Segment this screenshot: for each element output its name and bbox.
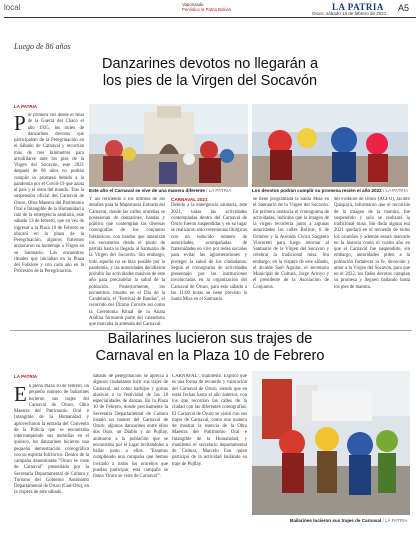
story1-kicker: Luego de 86 años	[14, 42, 71, 51]
caption2-credit: / LA PATRIA	[382, 188, 409, 193]
story2-col3-text: CARNAVAL", manifestó. Explicó que es una forma de recuerdo y valoración del Carnaval de Oruro, siendo que en estas fechas hasta el año anterior, con los que recorrían las calles de la ciudad con las diferentes coreografías. El Carnaval de Oruro se vistió con sus trajes de Carnaval, como una manera de mostrar la esencia de la Obra Maestra del Patrimonio Oral e Intangible de la Humanidad, y manifestó el secretario departamental de Cultura, Marcelo Fan quien participó de la actividad bailando su traje de Pujllay.	[172, 374, 247, 467]
story1-caption-2	[252, 188, 414, 193]
story1-col1-text: or primera vez desde el final de la Guerra del Chaco el año 1935, los miles de danzarines devotos que participaban de la Peregrinación en el Sábado de Carnaval y recorrían más de tres kilómetros para arrodillarse ante los pies de la Virgen del Socavón, este 2021 después de 86 años no podrán cumplir su promesa debido a la pandemia por el Covid-19 que azota al país y el resto del mundo. Tras la suspensión oficial del Carnaval de Oruro, Obra Maestra del Patrimonio Oral e Intangible de la Humanidad a raíz de la emergencia sanitaria, este sábado 13 de febrero, que en vez de ingresar a la Plaza 10 de Febrero se ubicará en la plaza de la Peregrinación, algunos fraternos arrancaron su homenaje a Virgen en su Santuario. Los encuentros rituales que iniciaban en la Plaza del Folklore y con cada año en la Procesión de la Peregrinación.	[14, 113, 84, 275]
page-number: A5	[398, 3, 410, 13]
story1-col4-text: se tiene programada la Santa Misa en el Santuario de la Virgen del Socavón. En primera instancia el cronograma de actividades, indicaba que la imagen de la virgen recorrería junto a algunas autoridades las calles Bolívar, 6 de Octubre y la Avenida Cívica Sargento Vinceretti para luego retornar al Santuario de la Virgen del Socavón y celebrar la tradicional misa. Sin embargo, en la víspera de este sábado, el alcalde Saúl Aguilar, el secretario Municipal de Cultura, Jorge Arroyo y el presidente de la Asociación de Conjuntos.	[253, 197, 329, 290]
story1-source-tag: LA PATRIA	[14, 104, 38, 109]
story1-column-2	[89, 197, 165, 327]
caption1-credit: / LA PATRIA	[206, 188, 232, 193]
header-divider	[4, 17, 416, 18]
story1-column-3	[171, 197, 247, 327]
story1-dropcap: P	[14, 113, 26, 135]
story2-col2-text: sábado de peregrinación se aprecia a algunos ciudadanos lucir sus trajes de Carnaval, así como barbijos y gorras alusivas a la festividad de los 18 especialidades de danzas. En la Plaza 10 de Febrero, donde precisamente la Secretaría Departamental de Cultura instaló un banner del Carnaval de Oruro, algunos danzarines entre ellos dos Osos, un Diablo y un Pujllay, animaron a la población que se encontraba por el lugar invitándoles a bailar junto a ellos. "Estamos cumpliendo una campaña que hemos invitado a todos los orureños que puedan participar, esta campaña se llama 'Oruro se viste de Carnaval'".	[93, 374, 168, 479]
story2-headline	[0, 331, 420, 365]
story2-col1-text: n plena Plaza 10 de febrero, un pequeño número de bailarines lucieron sus trajes del Carnaval de Oruro, Obra Maestra del Patrimonio Oral e Intangible de la Humanidad y aprovecharon la entrada del Convento de la Policía que se encontraba interrumpiendo sus melodías en el quiosco, los danzarines hicieron una pequeña demostración coreográfica con su espíritu folclórico. Dentro de la campaña denominada "Oruro se viste de Carnaval" presentada por la Secretaría Departamental de Cultura y Turismo del Gobierno Autónomo Departamental de Oruro (Gad-Oru), en la víspera de este sábado.	[14, 384, 89, 496]
story2-caption-credit: / LA PATRIA	[382, 518, 408, 523]
story2-column-1	[14, 384, 89, 530]
story2-source-tag: LA PATRIA	[14, 374, 38, 379]
story1-photo-right	[252, 104, 408, 187]
story2-column-2	[93, 374, 168, 530]
caption2-text: Los devotos podrán cumplir su promesa recién el año 2022	[252, 188, 382, 193]
section-label: local	[4, 3, 21, 12]
story1-headline	[0, 56, 420, 90]
story1-col3-text: Debido a la emergencia sanitaria, este 2021, todas las actividades contempladas dentro del Carnaval de Oruro fueron suspendidas y en su lugar se realizaron solo ceremonias litúrgicas con un reducido número de autoridades, acompañadas de fraternidades en vivo por redes sociales para evitar las aglomeraciones y proteger la salud de los ciudadanos. Según el cronograma de actividades presentado por las instituciones involucradas en la organización del Carnaval de Oruro, para este sábado a las 11:00 horas se tiene previsto la Santa Misa en el Santuario.	[171, 203, 247, 302]
story2-headline-line2: Carnaval en la Plaza 10 de Febrero	[95, 348, 325, 364]
church-procession-image	[89, 104, 248, 187]
plaza-dancers-image	[252, 371, 410, 515]
caption1-text: Este año el Carnaval se vive de una manera diferente	[89, 188, 205, 193]
story2-caption-text: Bailarines lucieron sus trajes de Carnaval	[290, 518, 382, 523]
dancers-image	[252, 104, 408, 187]
header-center-line1: Vaporizado	[182, 2, 204, 7]
story2-dropcap: E	[14, 384, 27, 406]
story1-col5-text: del Folklore de Oruro (ACFO), Jacinto Quispaya, informaron que el recorrido de la imagen de la mamita, fue suspendido y solo se realizará la tradicional misa. Sin duda alguna esa 2021 quedará en el recuerdo de todos los orureños y además estará marcado en la historia como el cuarto año en que el Carnaval fue suspendido, sin embargo, autoridades piden a la población fortalecer la fe, devoción y amor a la Virgen del Socavón, para que en el 2022, los fieles devotos cumplan su promesa y lleguen bailando hasta los pies de mamita.	[334, 197, 410, 290]
story2-caption	[290, 518, 414, 523]
story1-photo-left	[89, 104, 248, 187]
story1-headline-line1: Danzarines devotos no llegarán a	[101, 56, 319, 72]
story1-col3-subhead: CARNAVAL 2021	[171, 197, 208, 202]
story1-caption-1	[89, 188, 249, 193]
header-center-info	[182, 2, 231, 12]
story2-photo	[252, 371, 410, 515]
story1-column-1	[14, 113, 84, 331]
story2-column-3	[172, 374, 247, 530]
story1-headline-line2: los pies de la Virgen del Socavón	[102, 73, 318, 89]
story1-column-4	[253, 197, 329, 327]
story1-column-5	[334, 197, 410, 327]
header-center-line2: Periódico la Patria Bolivia	[182, 7, 231, 12]
edition-date: Oruro, sábado 13 de febrero de 2021	[312, 11, 387, 16]
story2-headline-line1: Bailarines lucieron sus trajes de	[107, 331, 313, 347]
story1-col2-text: Y así refiriendo a los últimos de los detalles para la Majestuosa Entrada del Carnaval, donde las calles orureñas se posesionan de danzarines, bandas y público que contemplan las diversas coreografías de los conjuntos folklóricos, con bandas que amenizan los encuentros desde el punto de partida hasta la llegada al Santuario de la Virgen del Socavón. Sin embargo, todo aquello no se hizo posible por la pandemia, y las autoridades decidieron prohibir las actividades masivas de este año para precautelar la salud de la población. Posteriormente, los encuentros rituales en el Día de la Candelaria, el "Festival de Bandas", el recorrido del Último Convite así como la Ceremonia Ritual de la Anata Andina formaron parte del calendario que marcaba la antesala del Carnaval.	[89, 197, 165, 327]
newspaper-logo: LA PATRIA	[332, 2, 384, 12]
